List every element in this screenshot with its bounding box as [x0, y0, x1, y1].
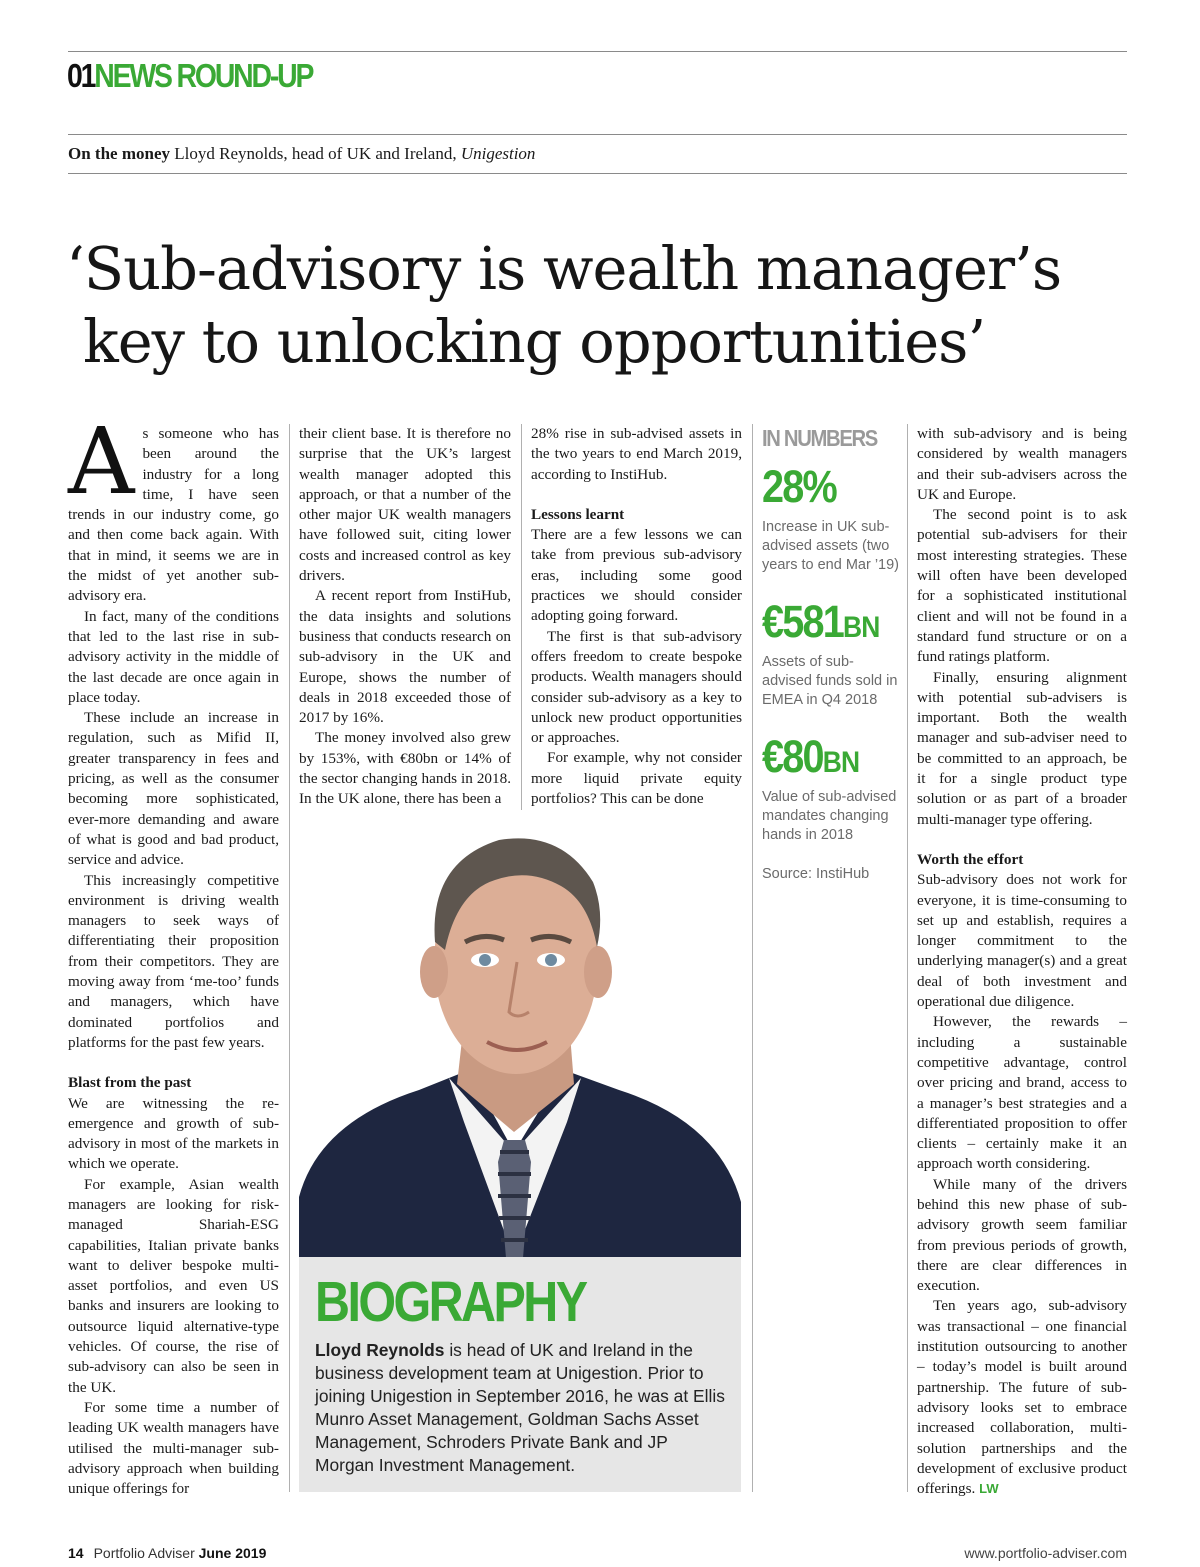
byline-top-rule	[68, 134, 1127, 135]
in-numbers-title: IN NUMBERS	[762, 425, 877, 451]
subheading: Worth the effort	[917, 850, 1024, 868]
headline-line-1: ‘Sub-advisory is wealth manager’s	[66, 234, 1062, 303]
footer-left	[68, 1545, 266, 1561]
byline-label: On the money	[68, 144, 170, 163]
publication-name: Portfolio Adviser	[93, 1545, 195, 1561]
column-divider	[289, 424, 290, 1492]
article-paragraph: For some time a number of leading UK wealth managers have utilised the multi-manager sub-advisory approach when building unique offerings for	[68, 1398, 279, 1498]
top-rule	[68, 51, 1127, 52]
article-column-5	[917, 424, 1127, 1499]
stat-source: Source: InstiHub	[762, 866, 870, 882]
byline	[68, 144, 535, 164]
portrait-photo	[299, 822, 741, 1258]
article-paragraph: We are witnessing the re-emergence and growth of sub-advisory in most of the markets in which we operate.	[68, 1094, 279, 1173]
article-paragraph: with sub-advisory and is being considered by wealth managers and their sub-advisers across the UK and Europe.	[917, 425, 1127, 503]
article-paragraph: These include an increase in regulation, such as Mifid II, greater transparency in fees and pricing, as well as the consumer becoming more sophisticated, ever-more demanding and aware of what is good and bad product, service and advice.	[68, 709, 279, 869]
page-number: 14	[68, 1545, 84, 1561]
article-column-3	[531, 424, 742, 809]
article-paragraph: For example, Asian wealth managers are looking for risk-managed Shariah-ESG capabilities, Italian private banks want to deliver bespoke multi-asset portfolios, and even US banks and insurers are looking to outsource liquid alternative-type vehicles. Of course, the rise of sub-advisory can also be seen in the UK.	[68, 1175, 279, 1396]
in-numbers-panel	[762, 424, 902, 884]
footer-url: www.portfolio-adviser.com	[964, 1545, 1127, 1561]
article-column-1	[68, 408, 279, 1499]
article-paragraph: Sub-advisory does not work for everyone, it is time-consuming to set up and establish, requires a longer commitment to the underlying manager(s) and a great deal of both investment and operational due diligence.	[917, 871, 1127, 1011]
article-paragraph: their client base. It is therefore no surprise that the UK’s largest wealth manager adopted this approach, or that a number of the other major UK wealth managers have followed suit, citing lower costs and increased control as key drivers.	[299, 425, 511, 585]
stat-block	[762, 462, 902, 575]
section-header	[67, 56, 312, 96]
article-paragraph: Finally, ensuring alignment with potential sub-advisers is important. Both the wealth manager and sub-adviser need to be committed to an approach, be it for a single product type solution or as part of a broader multi-manager type offering.	[917, 668, 1127, 828]
stat-value: 28%	[762, 461, 836, 512]
section-number: 01	[67, 57, 95, 94]
article-paragraph: In fact, many of the conditions that led to the last rise in sub-advisory activity in the middle of the last decade are once again in place today.	[68, 607, 279, 706]
article-paragraph: The money involved also grew by 153%, with €80bn or 14% of the sector changing hands in 2018. In the UK alone, there has been a	[299, 729, 511, 808]
biography-title: BIOGRAPHY	[315, 1270, 586, 1334]
column-divider	[752, 424, 753, 1492]
drop-cap: A	[68, 408, 135, 515]
stat-block	[762, 732, 902, 845]
section-title: NEWS ROUND-UP	[94, 57, 313, 94]
column-divider	[907, 424, 908, 1492]
article-column-2	[299, 424, 511, 810]
byline-person: Lloyd Reynolds, head of UK and Ireland,	[174, 144, 457, 163]
article-paragraph: The first is that sub-advisory offers freedom to create bespoke products. Wealth managers should consider sub-advisory as a key to unlock new product opportunities or approaches.	[531, 627, 742, 747]
biography-name: Lloyd Reynolds	[315, 1340, 445, 1360]
portrait-illustration	[299, 822, 741, 1258]
biography-box	[299, 1257, 741, 1492]
stat-value: €581BN	[762, 596, 880, 647]
stat-block	[762, 597, 902, 710]
article-paragraph: However, the rewards – including a sustainable competitive advantage, control over pricing and brand, access to a manager’s best strategies and a differentiated proposition to offer clients – certainly make it an approach worth considering.	[917, 1013, 1127, 1173]
headline-line-2: key to unlocking opportunities’	[83, 307, 986, 376]
subheading: Blast from the past	[68, 1074, 192, 1092]
article-paragraph: This increasingly competitive environment is driving wealth managers to seek ways of differentiating their proposition from their competitors. They are moving away from ‘me-too’ funds and managers, which have dominated portfolios and platforms for the past few years.	[68, 871, 279, 1051]
issue-date: June 2019	[198, 1545, 267, 1561]
article-paragraph: 28% rise in sub-advised assets in the two years to end March 2019, according to InstiHub.	[531, 425, 742, 483]
article-paragraph: The second point is to ask potential sub-advisers for their most interesting strategies. These will often have been developed for a sophisticated institutional client and will not be found in a standard fund structure or on a fund ratings platform.	[917, 506, 1127, 666]
article-paragraph: For example, why not consider more liquid private equity portfolios? This can be done	[531, 749, 742, 808]
article-paragraph: There are a few lessons we can take from previous sub-advisory eras, including some good practices we should consider adopting going forward.	[531, 526, 742, 625]
article-paragraph: As someone who has been around the industry for a long time, I have seen trends in our industry come, go and then come back again. With that in mind, it seems we are in the midst of yet another sub-advisory era.	[68, 408, 279, 605]
biography-text: Lloyd Reynolds is head of UK and Ireland in the business development team at Unigestion. Prior to joining Unigestion in September 2016, he was at Ellis Munro Asset Management, Goldman Sachs Asset Management, Schroders Private Bank and JP Morgan Investment Management.	[315, 1340, 725, 1475]
end-mark: LW	[979, 1481, 999, 1497]
subheading: Lessons learnt	[531, 505, 625, 523]
article-paragraph: While many of the drivers behind this new phase of sub-advisory growth seem familiar from previous periods of growth, there are clear differences in execution.	[917, 1175, 1127, 1295]
article-paragraph: A recent report from InstiHub, the data insights and solutions business that conducts research on sub-advisory in the UK and Europe, shows the number of deals in 2018 exceeded those of 2017 by 16%.	[299, 587, 511, 727]
stat-description: Value of sub-advised mandates changing hands in 2018	[762, 789, 897, 843]
column-divider	[521, 424, 522, 810]
stat-description: Assets of sub-advised funds sold in EMEA in Q4 2018	[762, 654, 898, 708]
byline-bottom-rule	[68, 173, 1127, 174]
headline	[66, 232, 1146, 378]
article-paragraph: Ten years ago, sub-advisory was transactional – one financial institution outsourcing to another – today’s model is built around partnership. The future of sub-advisory looks set to embrace increased collaboration, multi-solution partnerships and the development of exclusive product offerings. LW	[917, 1297, 1127, 1498]
stat-value: €80BN	[762, 731, 860, 782]
stat-description: Increase in UK sub-advised assets (two years to end Mar ’19)	[762, 519, 900, 573]
byline-company: Unigestion	[460, 144, 536, 163]
